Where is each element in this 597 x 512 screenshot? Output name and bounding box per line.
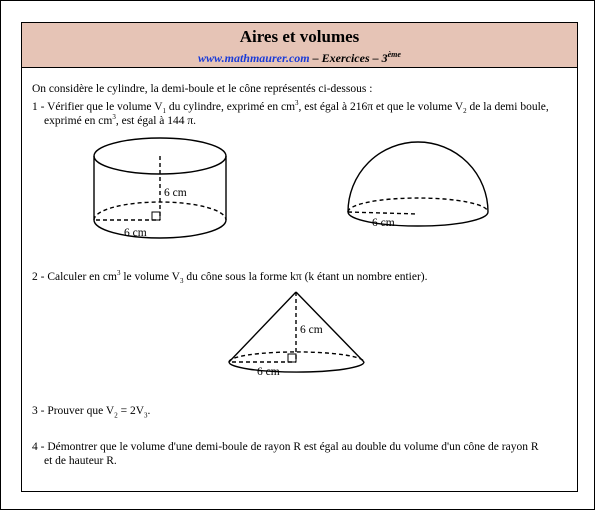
exercises-label: – Exercices – 3 — [309, 51, 388, 65]
header-box — [21, 22, 578, 68]
hemisphere-figure — [348, 142, 488, 226]
cylinder-height-label: 6 cm — [164, 187, 187, 199]
cylinder-radius-label: 6 cm — [124, 227, 147, 239]
cylinder-figure — [94, 138, 226, 238]
question-4-line-1: 4 - Démontrer que le volume d'une demi-boule de rayon R est égal au double du volume d'un cône de rayon R — [32, 441, 539, 453]
question-4-line-2: et de hauteur R. — [44, 455, 117, 467]
cone-radius-label: 6 cm — [257, 366, 280, 378]
page-subtitle — [22, 47, 577, 66]
level-superscript: ème — [387, 50, 401, 59]
question-2: 2 - Calculer en $cm^3$ le volume $V_3$ du cône sous la forme kπ (k étant un nombre entier). — [32, 269, 428, 286]
question-3: 3 - Prouver que $V_2 = 2V_3$. — [32, 405, 151, 420]
question-1-line-2: exprimé en $cm^3$, est égal à 144 π. — [44, 113, 197, 127]
question-1-line-1: 1 - Vérifier que le volume $V_1$ du cylindre, exprimé en $cm^3$, est égal à 216π et que le volume $V_2$ de la demi boule, — [32, 99, 549, 116]
site-link[interactable]: www.mathmaurer.com — [198, 51, 310, 65]
page-title: Aires et volumes — [239, 27, 360, 46]
cone-height-label: 6 cm — [300, 324, 323, 336]
hemisphere-radius-label: 6 cm — [372, 217, 395, 229]
exercise-body — [21, 68, 578, 492]
intro-text: On considère le cylindre, la demi-boule et le cône représentés ci-dessous : — [32, 83, 373, 95]
cone-figure — [229, 292, 364, 372]
